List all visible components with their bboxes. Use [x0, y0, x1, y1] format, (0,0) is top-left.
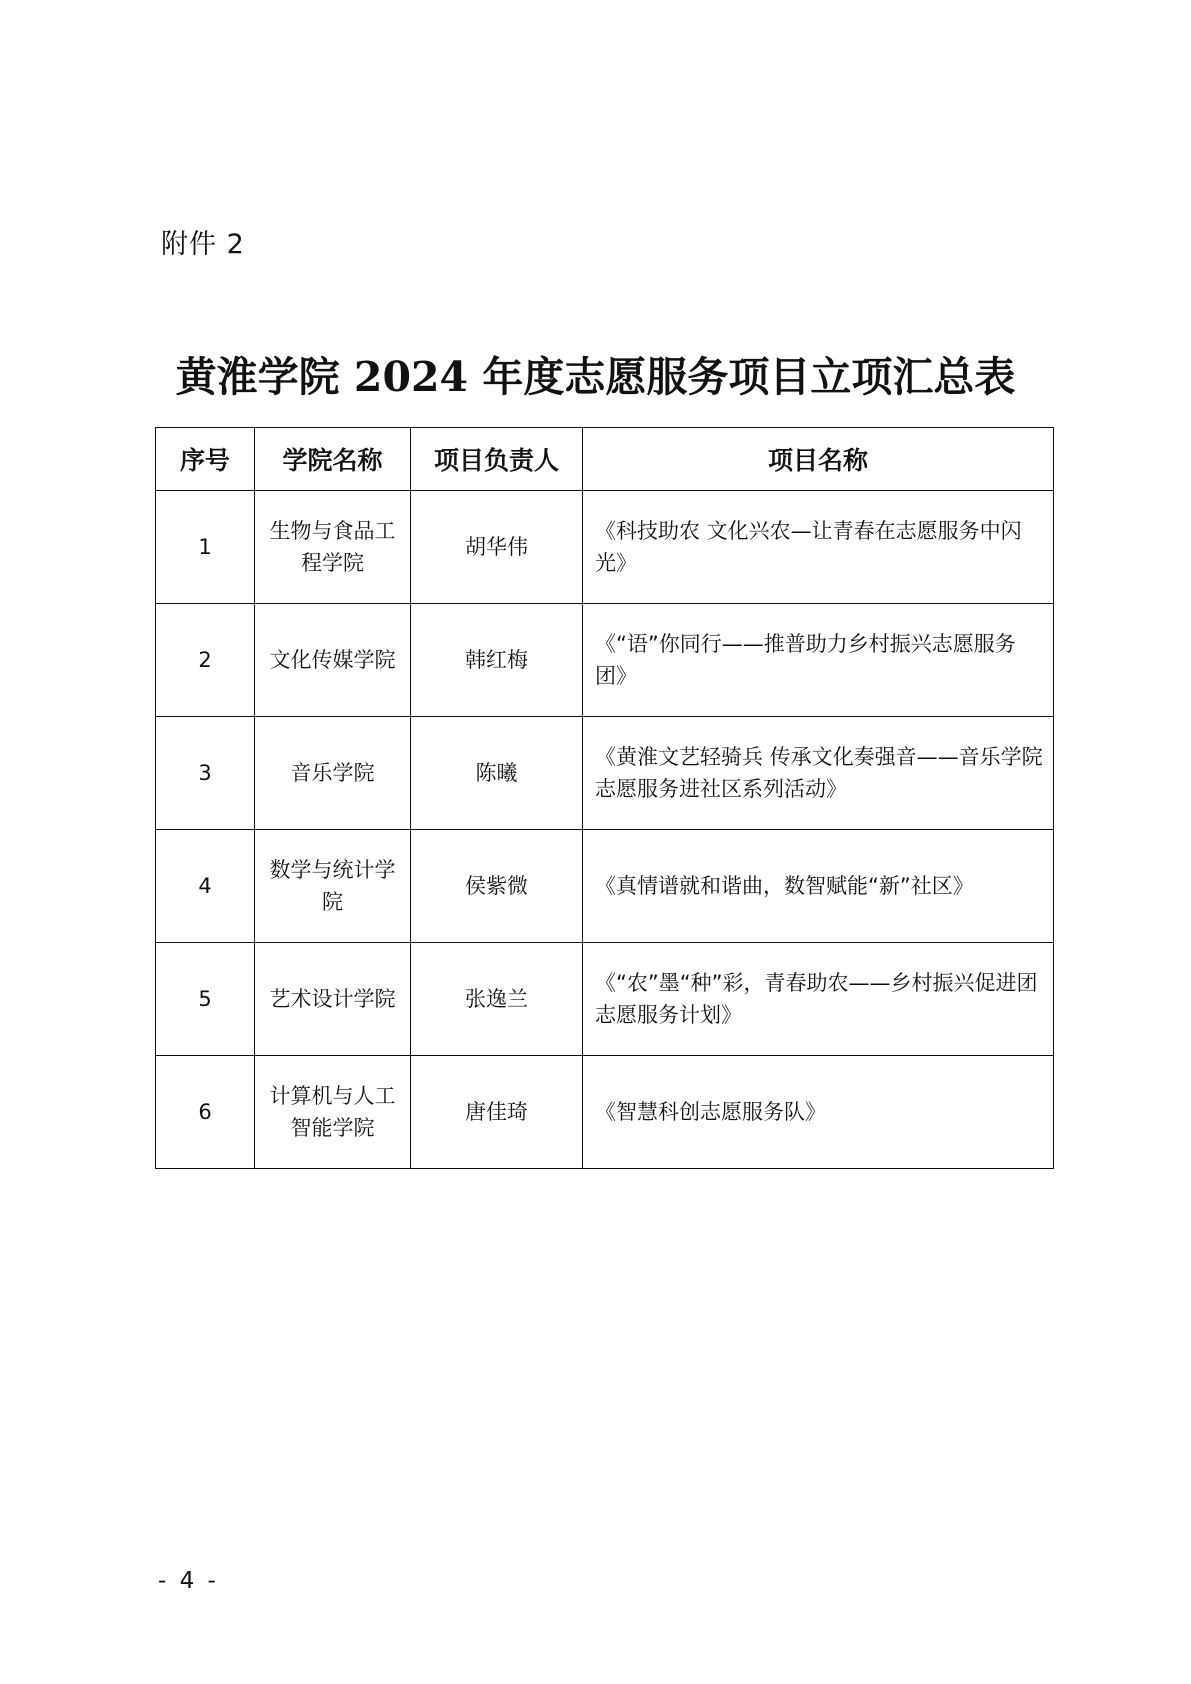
table-row	[156, 717, 1054, 830]
table-header	[156, 428, 1054, 491]
header-college: 学院名称	[255, 428, 411, 491]
row-project: 《黄淮文艺轻骑兵 传承文化奏强音——音乐学院志愿服务进社区系列活动》	[583, 717, 1054, 830]
college-name: 数学与统计学院	[269, 858, 396, 914]
row-college	[255, 943, 411, 1056]
row-leader: 侯紫微	[411, 830, 583, 943]
row-college	[255, 717, 411, 830]
row-project: 《智慧科创志愿服务队》	[583, 1056, 1054, 1169]
college-name: 艺术设计学院	[269, 987, 396, 1011]
table-row	[156, 943, 1054, 1056]
row-project: 《真情谱就和谐曲，数智赋能“新”社区》	[583, 830, 1054, 943]
page-number: - 4 -	[158, 1568, 219, 1594]
college-name: 生物与食品工程学院	[269, 519, 396, 575]
table-row	[156, 830, 1054, 943]
row-leader: 韩红梅	[411, 604, 583, 717]
row-college	[255, 491, 411, 604]
table-row	[156, 1056, 1054, 1169]
row-project: 《科技助农 文化兴农—让青春在志愿服务中闪光》	[583, 491, 1054, 604]
table-header-row	[156, 428, 1054, 491]
row-leader: 陈曦	[411, 717, 583, 830]
college-name: 音乐学院	[290, 761, 375, 785]
row-college	[255, 830, 411, 943]
college-name: 计算机与人工智能学院	[269, 1084, 396, 1140]
row-index: 1	[156, 491, 255, 604]
table-row	[156, 604, 1054, 717]
header-project: 项目名称	[583, 428, 1054, 491]
table-row	[156, 491, 1054, 604]
row-index: 2	[156, 604, 255, 717]
header-index: 序号	[156, 428, 255, 491]
attachment-label: 附件 2	[161, 229, 245, 260]
row-leader: 唐佳琦	[411, 1056, 583, 1169]
row-index: 6	[156, 1056, 255, 1169]
row-index: 3	[156, 717, 255, 830]
page-title: 黄淮学院 2024 年度志愿服务项目立项汇总表	[175, 353, 1016, 401]
row-leader: 胡华伟	[411, 491, 583, 604]
row-project: 《“语”你同行——推普助力乡村振兴志愿服务团》	[583, 604, 1054, 717]
row-college	[255, 604, 411, 717]
row-project: 《“农”墨“种”彩，青春助农——乡村振兴促进团志愿服务计划》	[583, 943, 1054, 1056]
college-name: 文化传媒学院	[269, 648, 396, 672]
row-college	[255, 1056, 411, 1169]
row-index: 5	[156, 943, 255, 1056]
table-body	[156, 491, 1054, 1169]
project-summary-table	[155, 427, 1054, 1169]
row-leader: 张逸兰	[411, 943, 583, 1056]
row-index: 4	[156, 830, 255, 943]
header-leader: 项目负责人	[411, 428, 583, 491]
